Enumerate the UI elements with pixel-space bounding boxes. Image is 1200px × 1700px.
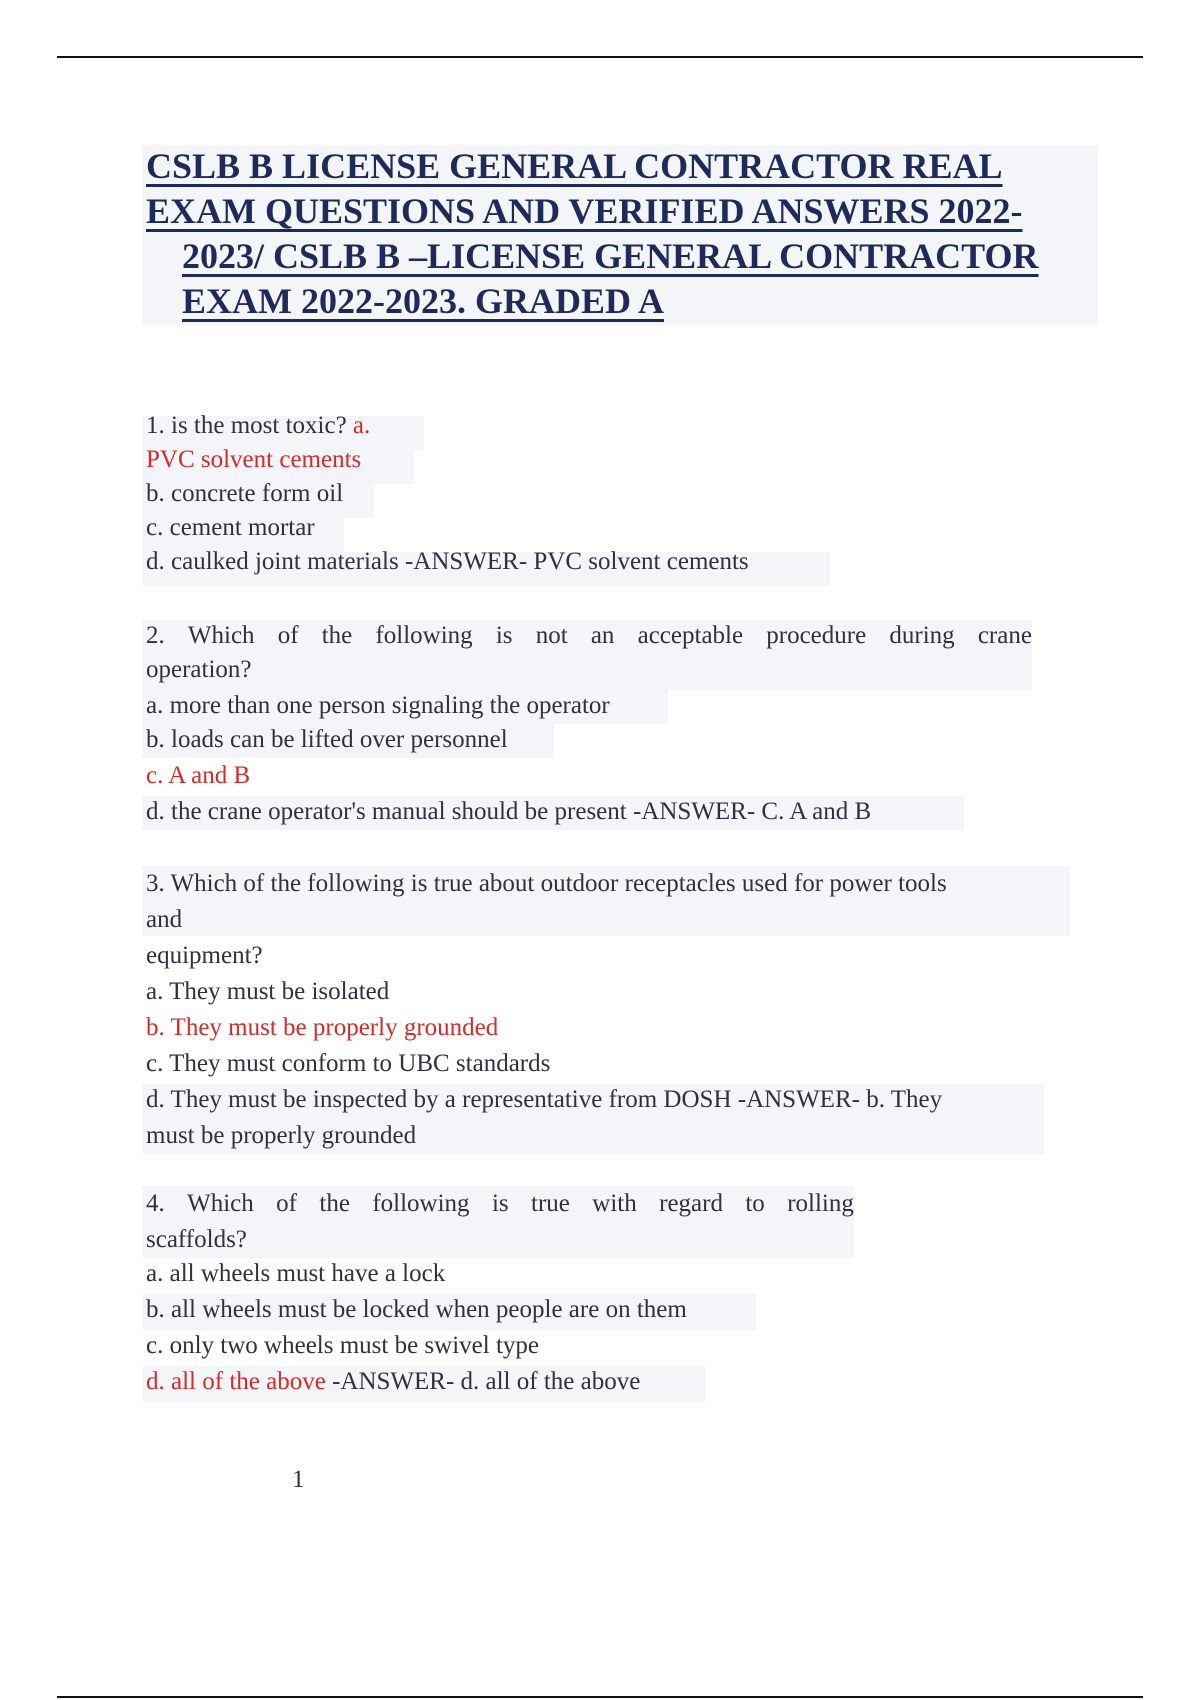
question-4-option-c: c. only two wheels must be swivel type (146, 1332, 539, 1359)
document-title-line-1: CSLB B LICENSE GENERAL CONTRACTOR REAL (146, 146, 1003, 186)
question-1-option-a: PVC solvent cements (146, 446, 362, 473)
prompt-word: following (372, 1190, 470, 1217)
question-3-option-a: a. They must be isolated (146, 978, 390, 1005)
question-3-option-b: b. They must be properly grounded (146, 1014, 499, 1041)
question-2-prompt-cont: operation? (146, 656, 252, 683)
document-title-line-2: EXAM QUESTIONS AND VERIFIED ANSWERS 2022- (146, 191, 1023, 231)
prompt-word: rolling (787, 1190, 854, 1217)
prompt-word: the (321, 622, 353, 649)
question-2-option-b: b. loads can be lifted over personnel (146, 726, 508, 753)
page-number: 1 (292, 1466, 305, 1493)
question-2-prompt (146, 620, 1032, 652)
question-3-option-c: c. They must conform to UBC standards (146, 1050, 551, 1077)
question-3-prompt-line-2: and (146, 906, 183, 933)
question-4-prompt (146, 1188, 854, 1220)
question-4-option-d (146, 1366, 640, 1398)
prompt-word: not (535, 622, 568, 649)
prompt-word: of (277, 622, 299, 649)
document-title-line-3: 2023/ CSLB B –LICENSE GENERAL CONTRACTOR (182, 236, 1039, 276)
question-2-option-d: d. the crane operator's manual should be present -ANSWER- C. A and B (146, 798, 872, 825)
prompt-word: 2. (146, 622, 165, 649)
prompt-word: crane (977, 622, 1032, 649)
prompt-word: is (491, 1190, 509, 1217)
prompt-word: is (495, 622, 513, 649)
document-title-line-4: EXAM 2022-2023. GRADED A (182, 281, 664, 321)
question-1-option-c: c. cement mortar (146, 514, 315, 541)
question-4-answer: d. all of the above (146, 1368, 326, 1395)
question-4-prompt-cont: scaffolds? (146, 1226, 247, 1253)
question-3-option-d-line-1: d. They must be inspected by a representative from DOSH -ANSWER- b. They (146, 1086, 943, 1113)
prompt-word: an (590, 622, 615, 649)
question-4-option-a: a. all wheels must have a lock (146, 1260, 446, 1287)
prompt-word: of (276, 1190, 297, 1217)
question-4-option-b: b. all wheels must be locked when people are on them (146, 1296, 687, 1323)
prompt-word: Which (187, 622, 255, 649)
prompt-word: regard (659, 1190, 723, 1217)
question-2-option-a: a. more than one person signaling the operator (146, 692, 610, 719)
prompt-word: 4. (146, 1190, 165, 1217)
question-2-option-c: c. A and B (146, 762, 251, 789)
prompt-word: to (745, 1190, 765, 1217)
prompt-word: with (592, 1190, 637, 1217)
question-1-option-b: b. concrete form oil (146, 480, 344, 507)
prompt-word: during (889, 622, 955, 649)
prompt-word: acceptable (637, 622, 744, 649)
question-3-prompt-line-3: equipment? (146, 942, 263, 969)
prompt-word: Which (187, 1190, 254, 1217)
question-1-prompt (146, 410, 370, 442)
question-3-prompt-line-1: 3. Which of the following is true about outdoor receptacles used for power tools (146, 870, 947, 897)
question-1-answer-head: a. (352, 412, 371, 439)
question-3-option-d-line-2: must be properly grounded (146, 1122, 417, 1149)
prompt-word: the (319, 1190, 350, 1217)
question-4-answer-rest: -ANSWER- d. all of the above (325, 1368, 641, 1395)
prompt-word: true (531, 1190, 570, 1217)
top-rule (57, 56, 1143, 58)
bottom-rule (57, 1696, 1143, 1698)
prompt-word: following (375, 622, 473, 649)
question-1-option-d: d. caulked joint materials -ANSWER- PVC solvent cements (146, 548, 749, 575)
prompt-word: procedure (766, 622, 867, 649)
question-1-text: 1. is the most toxic? (146, 412, 347, 439)
